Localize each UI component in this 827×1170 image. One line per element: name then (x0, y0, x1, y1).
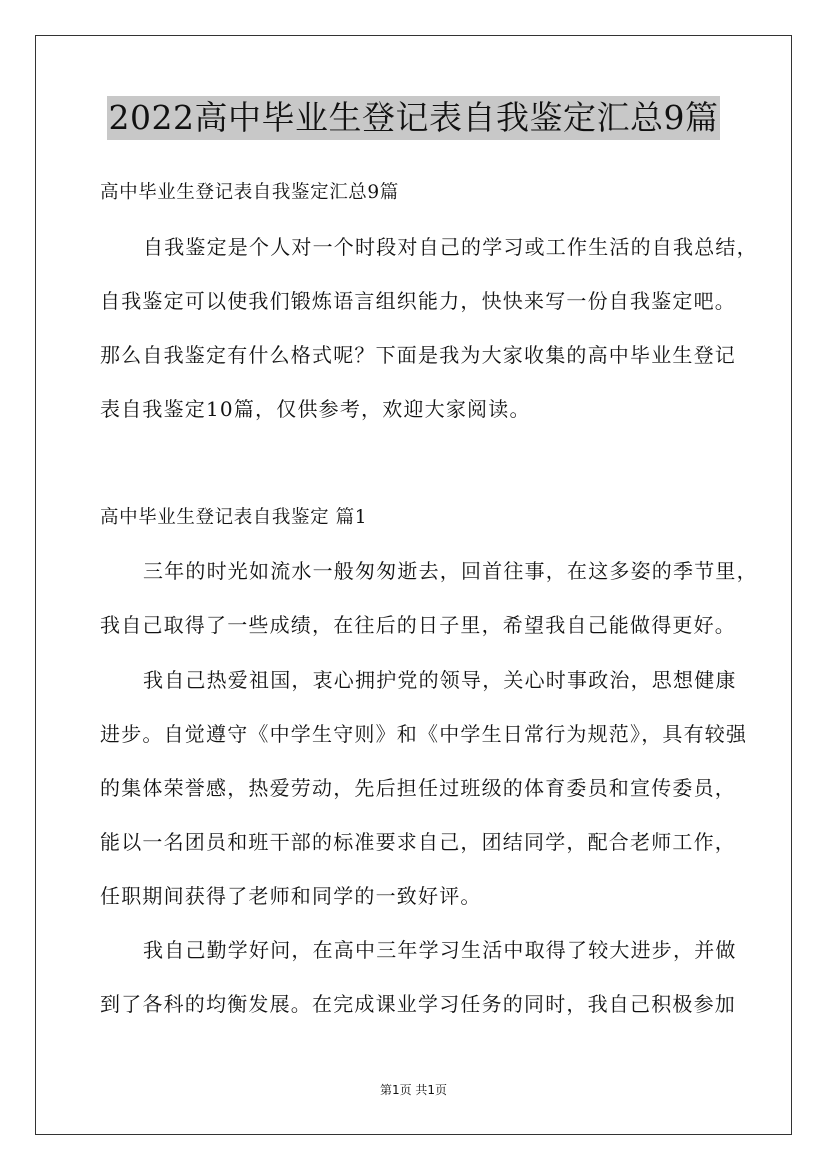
paragraph-line: 我自己热爱祖国，衷心拥护党的领导，关心时事政治，思想健康 (143, 668, 737, 692)
paragraph-line: 进步。自觉遵守《中学生守则》和《中学生日常行为规范》，具有较强 (100, 722, 748, 746)
intro-line: 自我鉴定是个人对一个时段对自己的学习或工作生活的自我总结， (143, 235, 758, 259)
intro-line: 表自我鉴定10篇，仅供参考，欢迎大家阅读。 (100, 397, 531, 421)
paragraph-line: 我自己勤学好问，在高中三年学习生活中取得了较大进步，并做 (143, 938, 737, 962)
page-footer: 第1页 共1页 (379, 1083, 448, 1097)
paragraph-line: 能以一名团员和班干部的标准要求自己，团结同学，配合老师工作， (100, 830, 736, 854)
paragraph-line: 三年的时光如流水一般匆匆逝去，回首往事，在这多姿的季节里， (143, 559, 758, 583)
paragraph-line: 的集体荣誉感，热爱劳动，先后担任过班级的体育委员和宣传委员， (100, 776, 736, 800)
section-heading: 高中毕业生登记表自我鉴定 篇1 (100, 507, 368, 528)
intro-line: 那么自我鉴定有什么格式呢？下面是我为大家收集的高中毕业生登记 (100, 343, 736, 367)
title-container (0, 96, 827, 140)
intro-line: 自我鉴定可以使我们锻炼语言组织能力，快快来写一份自我鉴定吧。 (100, 289, 736, 313)
document-subtitle: 高中毕业生登记表自我鉴定汇总9篇 (100, 182, 399, 203)
document-title: 2022高中毕业生登记表自我鉴定汇总9篇 (107, 96, 721, 140)
paragraph-line: 到了各科的均衡发展。在完成课业学习任务的同时，我自己积极参加 (100, 992, 736, 1016)
paragraph-line: 任职期间获得了老师和同学的一致好评。 (100, 884, 482, 908)
paragraph-line: 我自己取得了一些成绩，在往后的日子里，希望我自己能做得更好。 (100, 613, 736, 637)
